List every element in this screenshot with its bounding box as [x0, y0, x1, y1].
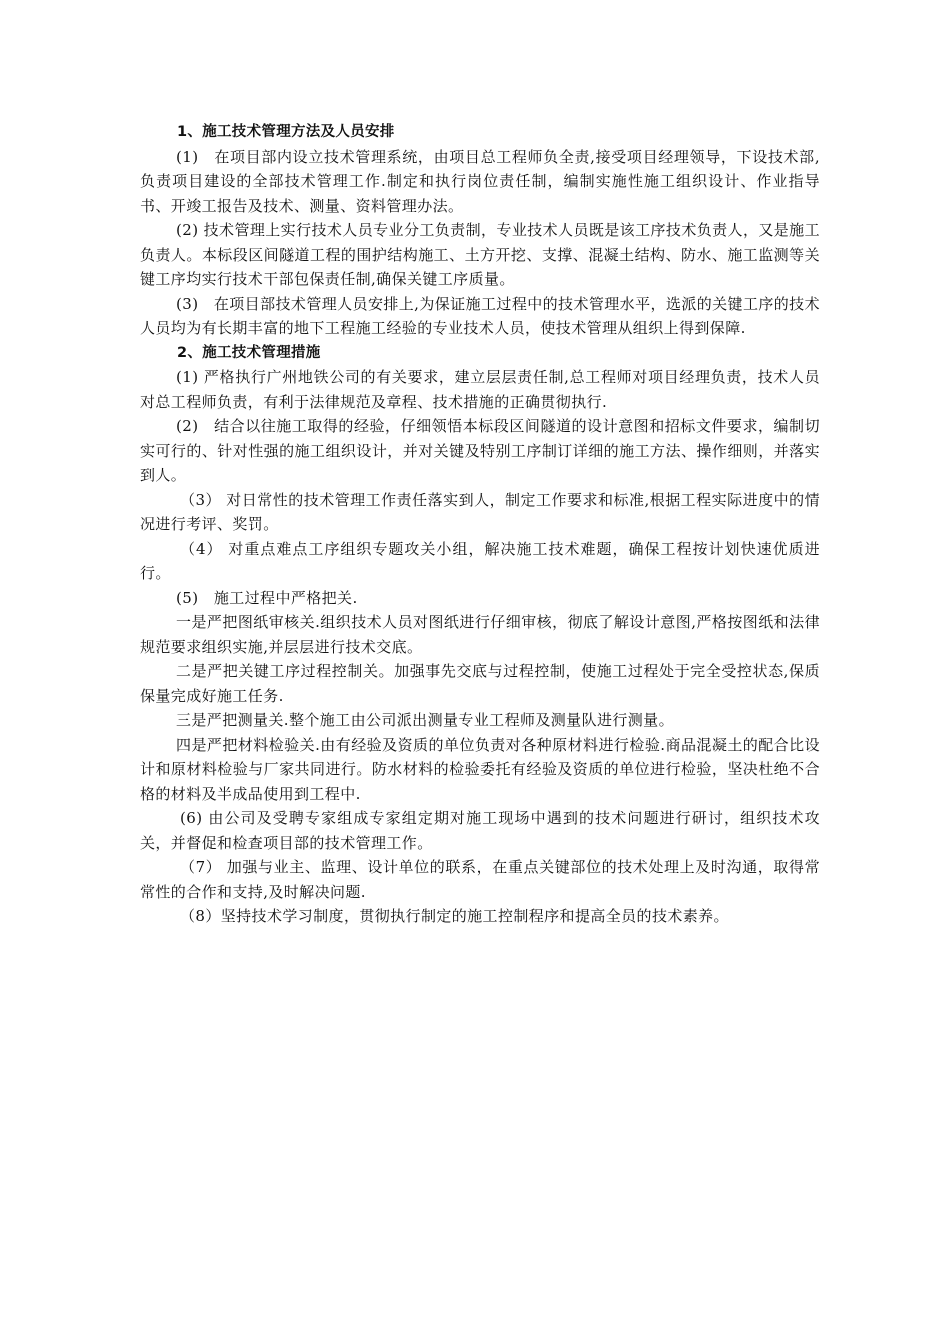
- section2-item-8: （8）坚持技术学习制度，贯彻执行制定的施工控制程序和提高全员的技术素养。: [180, 907, 729, 925]
- section1-item-2: (2) 技术管理上实行技术人员专业分工负责制，专业技术人员既是该工序技术负责人，又是施工负责人。本标段区间隧道工程的围护结构施工、土方开挖、支撑、混凝土结构、防水、施工监测等关键工序均实行技术干部包保责任制,确保关键工序质量。: [140, 221, 820, 288]
- section2-check-1: 一是严把图纸审核关.组织技术人员对图纸进行仔细审核，彻底了解设计意图,严格按图纸和法律规范要求组织实施,并层层进行技术交底。: [140, 613, 820, 656]
- section2-item-4: （4） 对重点难点工序组织专题攻关小组，解决施工技术难题，确保工程按计划快速优质进行。: [140, 539, 820, 582]
- section2-item-6: (6) 由公司及受聘专家组成专家组定期对施工现场中遇到的技术问题进行研讨，组织技术攻关，并督促和检查项目部的技术管理工作。: [140, 809, 820, 852]
- section1-item-3: (3) 在项目部技术管理人员安排上,为保证施工过程中的技术管理水平，选派的关键工序的技术人员均为有长期丰富的地下工程施工经验的专业技术人员，使技术管理从组织上得到保障.: [140, 294, 820, 337]
- section2-item-7: （7） 加强与业主、监理、设计单位的联系，在重点关键部位的技术处理上及时沟通，取得常常性的合作和支持,及时解决问题.: [140, 858, 820, 901]
- section1-item-1: (1) 在项目部内设立技术管理系统，由项目总工程师负全责,接受项目经理领导，下设技术部,负责项目建设的全部技术管理工作.制定和执行岗位责任制，编制实施性施工组织设计、作业指导书、开竣工报告及技术、测量、资料管理办法。: [140, 147, 820, 215]
- section2-item-5: (5) 施工过程中严格把关.: [176, 588, 358, 607]
- section2-item-1: (1) 严格执行广州地铁公司的有关要求，建立层层责任制,总工程师对项目经理负责，技术人员对总工程师负责，有利于法律规范及章程、技术措施的正确贯彻执行.: [140, 368, 820, 411]
- section2-item-3: （3） 对日常性的技术管理工作责任落实到人，制定工作要求和标准,根据工程实际进度中的情况进行考评、奖罚。: [140, 490, 820, 533]
- document-page: [140, 120, 820, 929]
- section2-item-2: (2) 结合以往施工取得的经验，仔细领悟本标段区间隧道的设计意图和招标文件要求，编制切实可行的、针对性强的施工组织设计，并对关键及特别工序制订详细的施工方法、操作细则，并落实到人。: [140, 417, 820, 484]
- section2-check-2: 二是严把关键工序过程控制关。加强事先交底与过程控制，使施工过程处于完全受控状态,保质保量完成好施工任务.: [140, 662, 820, 705]
- section2-check-3: 三是严把测量关.整个施工由公司派出测量专业工程师及测量队进行测量。: [176, 711, 674, 729]
- section2-check-4: 四是严把材料检验关.由有经验及资质的单位负责对各种原材料进行检验.商品混凝土的配合比设计和原材料检验与厂家共同进行。防水材料的检验委托有经验及资质的单位进行检验，坚决杜绝不合格的材料及半成品使用到工程中.: [140, 735, 820, 803]
- section2-heading: 2、施工技术管理措施: [177, 344, 321, 361]
- section1-heading: 1、施工技术管理方法及人员安排: [177, 124, 395, 140]
